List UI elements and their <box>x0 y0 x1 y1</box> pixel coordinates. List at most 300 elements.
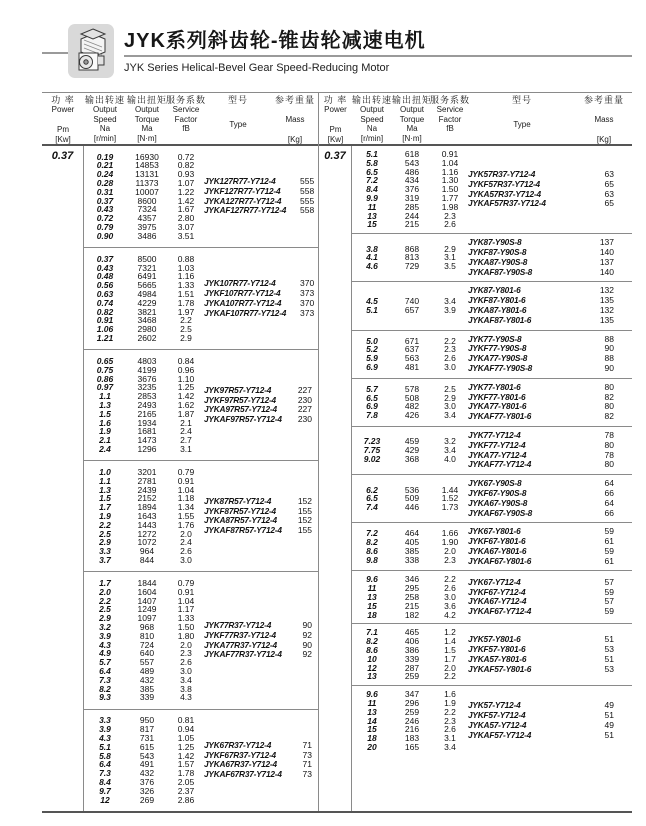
output-speed-value: 0.65 <box>96 356 114 367</box>
mass-value: 82 <box>604 391 614 402</box>
type-row <box>468 665 632 675</box>
output-speed-value: 6.5 <box>366 493 378 504</box>
type-designation: JYKA77-Y801-6 <box>468 401 527 412</box>
mass-value: 92 <box>302 629 312 640</box>
type-designation: JYK97R57-Y712-4 <box>204 384 272 395</box>
spec-group <box>352 330 632 378</box>
output-torque-value: 557 <box>139 657 155 668</box>
type-designation: JYKA67R37-Y712-4 <box>204 759 277 770</box>
mass-value: 152 <box>297 495 312 506</box>
type-designation: JYKF77-Y90S-8 <box>468 343 527 354</box>
service-factor-value: 2.1 <box>180 417 192 428</box>
output-torque-value: 319 <box>404 192 420 203</box>
spec-group <box>352 623 632 685</box>
service-factor-value: 0.79 <box>177 467 195 478</box>
output-speed-value: 0.37 <box>96 253 114 264</box>
output-speed-value: 1.1 <box>99 475 111 486</box>
output-torque-value: 731 <box>139 733 155 743</box>
mass-value: 135 <box>599 295 614 306</box>
output-torque-value: 2439 <box>137 484 157 495</box>
service-factor-value: 2.6 <box>444 219 456 230</box>
output-torque-value: 464 <box>404 528 420 539</box>
service-factor-value: 1.10 <box>177 373 195 384</box>
output-torque-value: 339 <box>139 692 155 703</box>
spec-row <box>352 455 468 464</box>
header-line: Na <box>99 124 111 134</box>
output-speed-value: 0.90 <box>96 230 114 241</box>
output-torque-value: 950 <box>139 715 155 726</box>
service-factor-value: 2.6 <box>444 724 456 735</box>
output-speed-value: 3.8 <box>366 243 378 254</box>
output-torque-value: 657 <box>404 304 420 315</box>
service-factor-value: 2.3 <box>444 344 456 355</box>
mass-value: 140 <box>599 246 614 257</box>
spec-group <box>84 247 318 349</box>
type-designation: JYKA57R37-Y712-4 <box>468 188 541 199</box>
header-line: 输出转速 <box>84 95 125 105</box>
header-line: Output <box>134 105 159 115</box>
output-speed-value: 5.1 <box>366 304 378 315</box>
output-speed-value: 4.1 <box>366 252 378 263</box>
spec-group <box>84 349 318 460</box>
service-factor-value: 1.17 <box>177 604 195 615</box>
type-row <box>468 199 632 209</box>
output-torque-value: 740 <box>404 296 420 307</box>
output-torque-value: 259 <box>404 706 420 717</box>
service-factor-value: 2.2 <box>444 335 456 346</box>
column-header-mass <box>272 93 318 144</box>
output-torque-value: 432 <box>139 768 155 779</box>
mass-value: 82 <box>604 411 614 422</box>
mass-value: 49 <box>604 700 614 711</box>
spec-table-right-half <box>319 93 632 811</box>
output-torque-value: 640 <box>139 648 155 659</box>
page-title: JYK系列斜齿轮-锥齿轮减速电机 <box>124 30 426 52</box>
mass-value: 230 <box>297 394 312 405</box>
service-factor-value: 3.0 <box>444 361 456 372</box>
header-line: 服务系数 <box>166 95 207 105</box>
mass-value: 155 <box>297 525 312 536</box>
service-factor-value: 1.04 <box>177 484 195 495</box>
type-row <box>204 415 318 425</box>
output-torque-value: 385 <box>139 683 155 694</box>
mass-value: 51 <box>604 729 614 740</box>
output-torque-value: 405 <box>404 537 420 548</box>
service-factor-value: 2.0 <box>180 639 192 650</box>
type-designation: JYKF87R57-Y712-4 <box>204 505 276 516</box>
header-line: fB <box>182 124 190 134</box>
output-speed-value: 8.4 <box>99 776 111 787</box>
output-speed-value: 3.2 <box>99 622 111 632</box>
service-factor-value: 3.1 <box>444 252 456 263</box>
service-factor-value: 1.6 <box>444 689 456 700</box>
output-torque-value: 563 <box>404 353 420 364</box>
service-factor-value: 2.6 <box>444 583 456 594</box>
output-speed-value: 1.9 <box>99 511 111 521</box>
column-header-power <box>42 93 84 144</box>
type-designation: JYKAF97R57-Y712-4 <box>204 414 282 425</box>
output-speed-value: 6.9 <box>366 401 378 412</box>
spec-rows <box>84 357 204 454</box>
column-header-speed <box>84 93 126 144</box>
group-stack <box>84 146 318 811</box>
service-factor-value: 2.0 <box>180 528 192 539</box>
output-torque-value: 385 <box>404 545 420 556</box>
header-line: Ma <box>141 124 153 134</box>
output-speed-value: 8.4 <box>366 184 378 195</box>
mass-value: 227 <box>297 404 312 415</box>
mass-value: 61 <box>604 555 614 566</box>
header-line: 型号 <box>511 95 532 105</box>
mass-value: 555 <box>300 195 315 206</box>
output-torque-value: 13131 <box>135 169 159 180</box>
header-line: Factor <box>438 114 462 124</box>
output-torque-value: 578 <box>404 383 420 394</box>
service-factor-value: 0.93 <box>177 169 195 180</box>
output-speed-value: 3.9 <box>99 724 111 735</box>
header-line: Service <box>172 105 200 115</box>
output-speed-value: 8.2 <box>99 683 111 694</box>
output-torque-value: 326 <box>139 785 155 796</box>
service-factor-value: 2.2 <box>444 706 456 717</box>
output-torque-value: 489 <box>139 665 155 676</box>
service-factor-value: 2.4 <box>180 537 192 548</box>
service-factor-value: 3.51 <box>177 230 195 241</box>
output-torque-value: 968 <box>139 622 155 632</box>
output-speed-value: 5.2 <box>366 344 378 355</box>
output-speed-value: 6.4 <box>99 759 111 770</box>
mass-value: 73 <box>302 769 312 780</box>
service-factor-value: 1.04 <box>441 157 459 168</box>
output-speed-value: 5.8 <box>366 157 378 168</box>
type-row <box>468 557 632 567</box>
spec-rows <box>352 575 468 619</box>
output-torque-value: 509 <box>404 493 420 504</box>
service-factor-value: 1.52 <box>441 493 459 504</box>
output-torque-value: 3676 <box>137 373 157 384</box>
mass-value: 140 <box>599 266 614 277</box>
header-line: Ma <box>406 124 418 134</box>
mass-value: 155 <box>297 505 312 516</box>
output-torque-value: 481 <box>404 361 420 372</box>
output-torque-value: 432 <box>139 674 155 685</box>
output-speed-value: 20 <box>367 742 377 753</box>
output-torque-value: 165 <box>404 742 420 753</box>
mass-value: 80 <box>604 381 614 392</box>
output-speed-value: 1.5 <box>99 408 111 419</box>
type-list <box>468 635 632 674</box>
type-row <box>204 770 318 780</box>
output-torque-value: 1604 <box>137 586 157 597</box>
mass-value: 63 <box>604 168 614 179</box>
type-designation: JYKA77-Y90S-8 <box>468 353 528 364</box>
type-designation: JYKF77-Y801-6 <box>468 391 526 402</box>
output-torque-value: 4803 <box>137 356 157 367</box>
output-speed-value: 0.43 <box>96 204 114 215</box>
service-factor-value: 1.04 <box>177 595 195 606</box>
type-designation: JYKAF77-Y712-4 <box>468 459 532 470</box>
mass-value: 71 <box>302 739 312 750</box>
output-speed-value: 9.7 <box>99 785 111 796</box>
type-row <box>468 364 632 374</box>
spec-row <box>352 220 468 229</box>
output-torque-value: 817 <box>139 724 155 735</box>
output-speed-value: 1.6 <box>99 417 111 428</box>
service-factor-value: 0.94 <box>177 724 195 735</box>
service-factor-value: 3.1 <box>444 733 456 744</box>
service-factor-value: 0.81 <box>177 715 195 726</box>
type-designation: JYKAF67R37-Y712-4 <box>204 769 282 780</box>
type-designation: JYKA67-Y90S-8 <box>468 497 528 508</box>
type-designation: JYKF57-Y801-6 <box>468 644 526 655</box>
header-line: Mass <box>594 115 614 125</box>
output-torque-value: 615 <box>139 741 155 752</box>
output-speed-value: 2.1 <box>99 435 111 446</box>
service-factor-value: 0.79 <box>177 578 195 589</box>
type-designation: JYK77-Y90S-8 <box>468 333 522 344</box>
service-factor-value: 4.2 <box>444 609 456 620</box>
output-torque-value: 1296 <box>137 443 157 454</box>
mass-value: 59 <box>604 526 614 537</box>
output-torque-value: 376 <box>139 776 155 787</box>
service-factor-value: 2.0 <box>444 662 456 673</box>
output-speed-value: 0.56 <box>96 280 114 291</box>
output-speed-value: 2.4 <box>99 443 111 454</box>
output-torque-value: 2781 <box>137 475 157 486</box>
type-designation: JYKAF67-Y801-6 <box>468 555 532 566</box>
output-torque-value: 2853 <box>137 391 157 402</box>
header-line: 输出转速 <box>352 95 393 105</box>
mass-value: 555 <box>300 176 315 186</box>
service-factor-value: 1.76 <box>177 519 195 530</box>
output-torque-value: 376 <box>404 184 420 195</box>
output-torque-value: 246 <box>404 715 420 726</box>
type-designation: JYKF87-Y801-6 <box>468 295 526 306</box>
spec-group <box>352 146 632 233</box>
output-speed-value: 7.3 <box>99 674 111 685</box>
output-speed-value: 7.1 <box>366 627 378 638</box>
type-list <box>204 741 318 780</box>
type-designation: JYKF97R57-Y712-4 <box>204 394 276 405</box>
output-torque-value: 2152 <box>137 493 157 504</box>
output-speed-value: 0.19 <box>96 151 114 162</box>
output-speed-value: 1.06 <box>96 324 114 335</box>
service-factor-value: 3.4 <box>444 410 456 421</box>
header-line: Pm <box>57 125 69 135</box>
type-designation: JYKAF87-Y801-6 <box>468 314 532 325</box>
type-designation: JYKF67-Y90S-8 <box>468 487 527 498</box>
output-speed-value: 1.5 <box>99 493 111 504</box>
type-list <box>204 279 320 318</box>
mass-value: 80 <box>604 439 614 450</box>
output-speed-value: 2.5 <box>99 604 111 615</box>
output-speed-value: 4.3 <box>99 639 111 650</box>
output-torque-value: 182 <box>404 609 420 620</box>
service-factor-value: 1.16 <box>441 166 459 177</box>
header-line: Power <box>51 105 75 115</box>
spec-row <box>352 672 468 681</box>
output-torque-value: 296 <box>404 698 420 709</box>
type-list <box>468 286 632 325</box>
type-designation: JYK87-Y801-6 <box>468 285 521 296</box>
output-torque-value: 1934 <box>137 417 157 428</box>
type-list <box>468 335 632 374</box>
output-speed-value: 2.5 <box>99 528 111 539</box>
spec-row <box>352 411 468 420</box>
service-factor-value: 1.77 <box>441 192 459 203</box>
type-designation: JYKA97R57-Y712-4 <box>204 404 277 415</box>
type-designation: JYKF67R37-Y712-4 <box>204 749 276 760</box>
spec-rows <box>352 150 468 229</box>
type-list <box>468 238 632 277</box>
output-torque-value: 486 <box>404 166 420 177</box>
type-designation: JYKF67-Y712-4 <box>468 586 526 597</box>
type-designation: JYK87R57-Y712-4 <box>204 495 272 506</box>
service-factor-value: 2.9 <box>180 332 192 343</box>
service-factor-value: 2.5 <box>444 383 456 394</box>
output-torque-value: 536 <box>404 484 420 495</box>
spec-rows <box>84 255 204 343</box>
header-line: 功 率 <box>323 95 348 105</box>
header-line: [Kg] <box>596 134 612 144</box>
header-line: [r/min] <box>360 133 384 143</box>
service-factor-value: 4.0 <box>444 453 456 464</box>
output-speed-value: 0.48 <box>96 271 114 282</box>
header-line: Type <box>229 120 247 129</box>
type-list <box>204 386 318 425</box>
header-line: 输出扭矩 <box>126 95 167 105</box>
output-torque-value: 1407 <box>137 595 157 606</box>
type-designation: JYKA127R77-Y712-4 <box>204 195 282 206</box>
output-speed-value: 15 <box>367 724 377 735</box>
service-factor-value: 3.07 <box>177 221 195 232</box>
service-factor-value: 3.1 <box>180 443 192 454</box>
output-speed-value: 1.3 <box>99 400 111 410</box>
type-list <box>468 479 632 518</box>
type-designation: JYKA77R37-Y712-4 <box>204 639 277 650</box>
service-factor-value: 1.03 <box>177 262 195 273</box>
service-factor-value: 0.88 <box>177 253 195 264</box>
service-factor-value: 2.3 <box>444 554 456 565</box>
type-designation: JYKAF107R77-Y712-4 <box>204 307 287 318</box>
spec-rows <box>352 245 468 271</box>
service-factor-value: 0.91 <box>177 586 195 597</box>
mass-value: 73 <box>302 749 312 760</box>
output-speed-value: 9.8 <box>366 554 378 565</box>
output-speed-value: 10 <box>367 653 377 664</box>
spec-table-left-half <box>42 93 319 811</box>
header-rule <box>124 55 632 57</box>
mass-value: 90 <box>302 639 312 650</box>
output-speed-value: 11 <box>367 698 377 709</box>
type-designation: JYK77-Y801-6 <box>468 381 521 392</box>
service-factor-value: 1.34 <box>177 502 195 513</box>
output-speed-value: 6.5 <box>366 392 378 403</box>
output-speed-value: 0.82 <box>96 306 114 317</box>
output-torque-value: 1272 <box>137 528 157 539</box>
type-row <box>468 509 632 519</box>
output-torque-value: 508 <box>404 392 420 403</box>
service-factor-value: 3.0 <box>444 401 456 412</box>
service-factor-value: 3.6 <box>444 600 456 611</box>
service-factor-value: 2.6 <box>180 546 192 557</box>
output-torque-value: 543 <box>139 750 155 761</box>
service-factor-value: 3.8 <box>180 683 192 694</box>
header-line: Speed <box>93 114 117 124</box>
mass-value: 51 <box>604 634 614 645</box>
output-speed-value: 8.6 <box>366 645 378 656</box>
type-designation: JYKA57-Y712-4 <box>468 720 527 731</box>
mass-value: 88 <box>604 353 614 364</box>
output-speed-value: 7.4 <box>366 502 378 513</box>
type-row <box>468 607 632 617</box>
group-stack <box>352 146 632 811</box>
output-speed-value: 3.7 <box>99 554 111 565</box>
service-factor-value: 2.4 <box>180 426 192 437</box>
output-torque-value: 637 <box>404 344 420 355</box>
output-speed-value: 4.6 <box>366 261 378 272</box>
mass-value: 88 <box>604 333 614 344</box>
type-designation: JYK67-Y712-4 <box>468 576 521 587</box>
service-factor-value: 1.98 <box>441 201 459 212</box>
output-torque-value: 3975 <box>137 221 157 232</box>
mass-value: 64 <box>604 478 614 489</box>
output-torque-value: 10007 <box>135 186 159 197</box>
output-torque-value: 465 <box>404 627 420 638</box>
output-speed-value: 7.8 <box>366 410 378 421</box>
mass-value: 51 <box>604 710 614 721</box>
mass-value: 132 <box>599 304 614 315</box>
column-header-type <box>468 93 576 144</box>
output-speed-value: 11 <box>367 201 377 212</box>
mass-value: 90 <box>302 620 312 630</box>
output-torque-value: 216 <box>404 724 420 735</box>
type-list <box>204 177 320 216</box>
output-speed-value: 12 <box>367 662 377 673</box>
spec-row <box>352 611 468 620</box>
service-factor-value: 2.2 <box>444 574 456 585</box>
mass-value: 558 <box>300 205 315 216</box>
output-torque-value: 1643 <box>137 511 157 521</box>
output-speed-value: 0.21 <box>96 160 114 171</box>
output-speed-value: 0.63 <box>96 289 114 299</box>
service-factor-value: 2.05 <box>177 776 195 787</box>
mass-value: 49 <box>604 720 614 731</box>
spec-group <box>352 378 632 426</box>
header-line: [Kg] <box>287 134 303 144</box>
output-speed-value: 13 <box>367 592 377 603</box>
service-factor-value: 1.51 <box>177 289 195 299</box>
service-factor-value: 3.0 <box>180 554 192 565</box>
service-factor-value: 1.2 <box>444 627 456 638</box>
column-headers <box>42 93 318 146</box>
spec-table <box>42 92 632 813</box>
header-titles <box>124 28 632 74</box>
mass-value: 80 <box>604 401 614 412</box>
spec-group <box>352 426 632 474</box>
service-factor-value: 1.25 <box>177 741 195 752</box>
output-speed-value: 9.9 <box>366 192 378 203</box>
output-speed-value: 5.0 <box>366 335 378 346</box>
output-speed-value: 0.31 <box>96 186 114 197</box>
output-speed-value: 0.72 <box>96 213 114 224</box>
spec-row <box>352 503 468 512</box>
type-designation: JYK67-Y801-6 <box>468 526 521 537</box>
output-torque-value: 14853 <box>135 160 159 171</box>
column-header-torque <box>392 93 432 144</box>
service-factor-value: 1.25 <box>177 382 195 393</box>
output-speed-value: 4.9 <box>99 648 111 659</box>
